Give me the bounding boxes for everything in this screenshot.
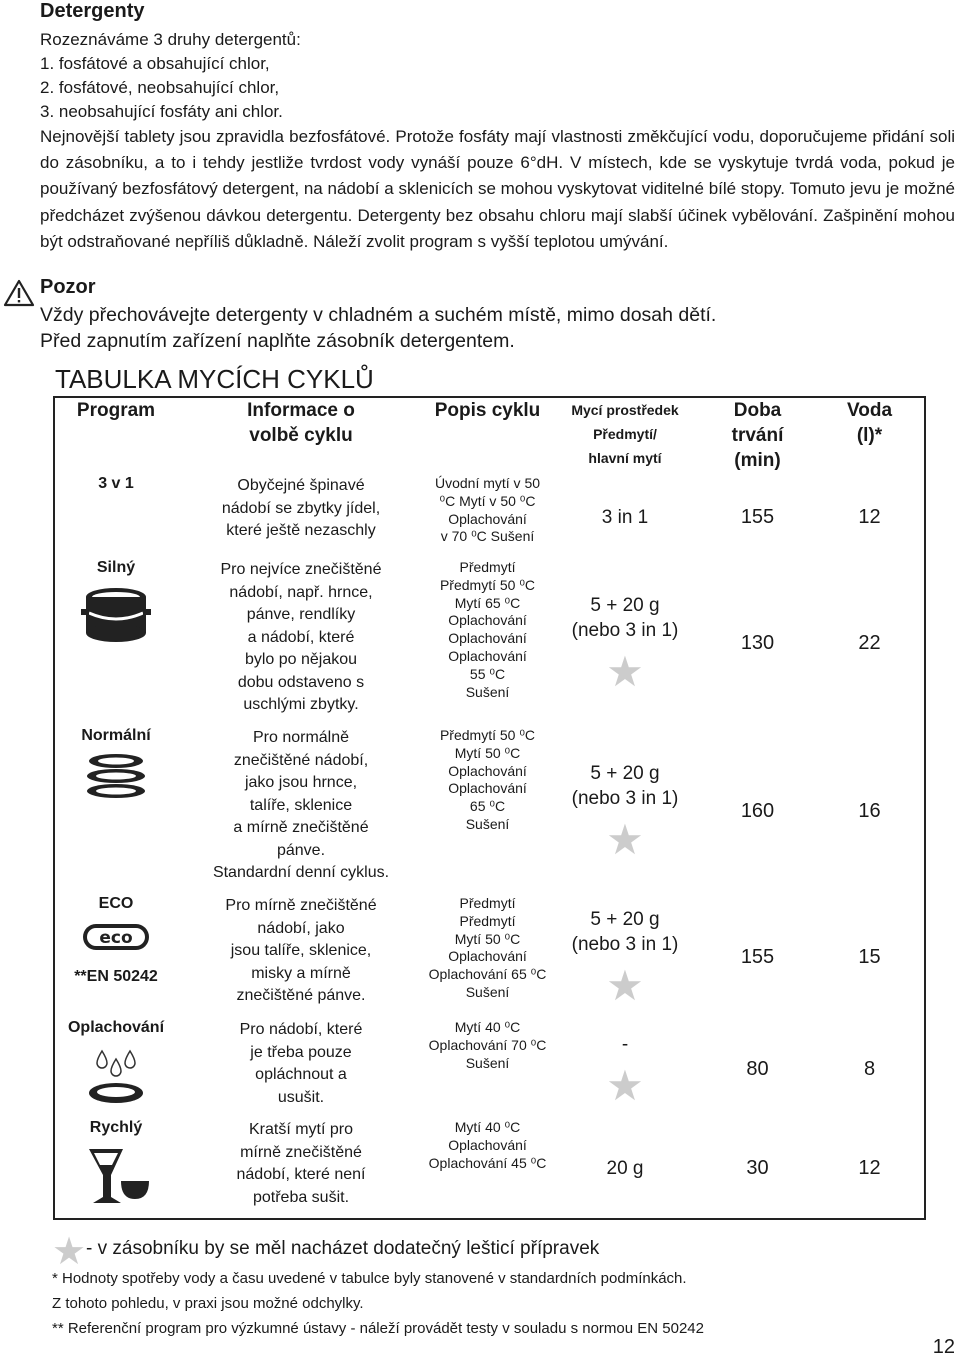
- program-name: Silný: [96, 559, 136, 576]
- cell-water: 16: [858, 799, 881, 822]
- info-line: opláchnout a: [255, 1066, 347, 1083]
- cell-detergent: [550, 559, 700, 727]
- cell-duration: 130: [740, 631, 775, 654]
- info-line: talíře, sklenice: [249, 796, 353, 814]
- cell-water: 15: [858, 945, 881, 968]
- info-line: nádobí, např. hrnce,: [229, 583, 373, 601]
- cell-description: [425, 727, 550, 895]
- detergent-paragraph: Nejnovější tablety jsou zpravidla bezfosfátové. Protože fosfáty mají vlastnosti změkčující vodu, doporučujeme přidání soli do zásobníku, a to i tehdy jestliže tvrdost vody vynáší pouze 6°dH. V místech, kde se vyskytuje tvrdá voda, pokud je používaný bezfosfátový detergent, na nádobí a sklenicích se mohou vyskytovat viditelné bílé stopy. Tomuto jevu je možné předcházet zvýšenou dávkou detergentu. Detergenty bez obsahu chloru mají slabší účinek vybělování. Zašpinění mohou být odstraňované nepříliš důkladně. Náleží zvolit program s vyšší teplotou umývání.: [40, 127, 955, 251]
- detergent-line: -: [621, 1033, 629, 1055]
- detergent-line: 5 + 20 g: [590, 909, 660, 930]
- cell-duration: 155: [740, 505, 775, 528]
- description-line: 55 ⁰C: [469, 665, 506, 682]
- info-line: znečištěné pánve.: [236, 987, 366, 1004]
- star-icon: ★: [606, 648, 644, 695]
- info-line: pánve, rendlíky: [246, 606, 356, 623]
- info-line: uschlými zbytky.: [243, 696, 359, 713]
- detergent-line: 3 in 1: [601, 506, 649, 528]
- description-line: Předmytí 50 ⁰C: [439, 727, 536, 743]
- footnotes: [52, 1266, 704, 1341]
- cell-water: 22: [858, 631, 881, 654]
- cell-program: [54, 559, 177, 727]
- info-line: nádobí, jako: [257, 919, 345, 937]
- intro-line: 1. fosfátové a obsahující chlor,: [40, 54, 270, 73]
- info-line: a mírně znečištěné: [233, 819, 369, 836]
- info-line: a nádobí, které: [247, 628, 355, 646]
- description-line: Oplachování: [448, 647, 527, 664]
- description-line: Sušení: [465, 683, 510, 700]
- description-line: ⁰C Mytí v 50 ⁰C: [439, 492, 536, 509]
- page-number: 12: [932, 1336, 955, 1358]
- cell-detergent: [550, 475, 700, 559]
- header-detergent: [550, 397, 700, 475]
- description-line: Oplachování: [448, 630, 527, 647]
- info-line: Pro nejvíce znečištěné: [220, 561, 382, 578]
- description-line: Oplachování: [448, 510, 527, 527]
- info-line: pánve.: [276, 841, 326, 859]
- info-line: jako jsou hrnce,: [244, 774, 358, 791]
- header-detergent-line: hlavní mytí: [588, 450, 662, 466]
- detergent-types-list: [40, 28, 301, 124]
- cell-water: 12: [858, 1157, 881, 1179]
- intro-line: 3. neobsahující fosfáty ani chlor.: [40, 102, 283, 121]
- info-line: nádobí se zbytky jídel,: [221, 499, 381, 517]
- program-note: **EN 50242: [74, 968, 158, 985]
- wash-cycles-table: [53, 396, 926, 1220]
- cell-program: [54, 1119, 177, 1219]
- program-name: ECO: [98, 895, 134, 912]
- detergent-line: (nebo 3 in 1): [571, 934, 679, 955]
- info-line: Standardní denní cyklus.: [212, 864, 390, 881]
- table-row: [54, 1119, 925, 1219]
- detergent-line: 20 g: [606, 1158, 644, 1179]
- table-row: [54, 559, 925, 727]
- rinse-drops-icon: [55, 1045, 177, 1112]
- description-line: Oplachování: [448, 780, 527, 797]
- cell-duration: 80: [746, 1057, 769, 1080]
- cell-info: [177, 559, 425, 727]
- cell-duration: 30: [746, 1157, 769, 1179]
- cell-info: [177, 727, 425, 895]
- description-line: Mytí 40 ⁰C: [454, 1019, 521, 1035]
- warning-line: Před zapnutím zařízení naplňte zásobník detergentem.: [40, 330, 515, 352]
- program-name: Rychlý: [89, 1119, 143, 1136]
- cell-detergent: [550, 1019, 700, 1119]
- description-line: Oplachování: [448, 612, 527, 629]
- description-line: v 70 ⁰C Sušení: [440, 528, 535, 545]
- program-name: Oplachování: [67, 1019, 165, 1036]
- cell-program: [54, 1019, 177, 1119]
- legend-text: - v zásobníku by se měl nacházet dodatečný lešticí přípravek: [86, 1238, 600, 1259]
- program-name: 3 v 1: [98, 475, 134, 492]
- description-line: Úvodní mytí v 50: [434, 475, 541, 491]
- header-info: [177, 397, 425, 475]
- table-row: [54, 475, 925, 559]
- cell-program: [54, 475, 177, 559]
- warning-triangle-icon: [3, 279, 35, 307]
- info-line: nádobí, které není: [236, 1166, 366, 1183]
- cell-duration: 155: [740, 945, 775, 968]
- detergent-line: 5 + 20 g: [590, 595, 660, 616]
- description-line: Mytí 50 ⁰C: [454, 744, 521, 761]
- info-line: mírně znečištěné: [240, 1143, 362, 1161]
- detergent-line: (nebo 3 in 1): [571, 620, 679, 641]
- description-line: Sušení: [465, 1054, 510, 1071]
- cell-description: [425, 1019, 550, 1119]
- program-name: Normální: [81, 727, 151, 744]
- description-line: Oplachování 65 ⁰C: [428, 966, 547, 983]
- footnote: * Hodnoty spotřeby vody a času uvedené v tabulce byly stanovené v standardních podmínkách.: [52, 1270, 687, 1287]
- description-line: 65 ⁰C: [469, 798, 506, 815]
- description-line: Oplachování: [448, 762, 527, 779]
- eco-icon: [55, 921, 177, 958]
- description-line: Předmytí: [459, 559, 516, 575]
- description-line: Sušení: [465, 815, 510, 832]
- header-description: Popis cyklu: [434, 400, 541, 421]
- svg-text:eco: eco: [99, 928, 133, 948]
- info-line: znečištěné nádobí,: [233, 751, 369, 769]
- description-line: Předmytí: [459, 895, 516, 911]
- header-duration-label: Doba trvání (min): [731, 400, 784, 471]
- cell-program: [54, 895, 177, 1019]
- info-line: je třeba pouze: [250, 1043, 352, 1061]
- cell-duration: 160: [740, 799, 775, 822]
- glass-bowl-icon: [55, 1145, 177, 1214]
- header-water-label: Voda (l)*: [846, 400, 893, 446]
- table-title: TABULKA MYCÍCH CYKLŮ: [55, 364, 374, 394]
- table-header-row: [54, 397, 925, 475]
- info-line: potřeba sušit.: [252, 1188, 350, 1206]
- info-line: Pro nádobí, které: [239, 1021, 363, 1038]
- cell-description: [425, 559, 550, 727]
- intro-line: Rozeznáváme 3 druhy detergentů:: [40, 30, 301, 49]
- cell-info: [177, 895, 425, 1019]
- cell-info: [177, 475, 425, 559]
- intro-line: 2. fosfátové, neobsahující chlor,: [40, 78, 280, 97]
- cell-description: [425, 475, 550, 559]
- warning-text: [40, 302, 716, 354]
- info-line: Kratší mytí pro: [248, 1121, 354, 1138]
- info-line: Pro mírně znečištěné: [225, 897, 377, 914]
- cell-program: [54, 727, 177, 895]
- info-line: jsou talíře, sklenice,: [230, 942, 372, 959]
- header-water: [815, 397, 925, 475]
- star-icon: ★: [606, 816, 644, 863]
- cell-detergent: [550, 727, 700, 895]
- pot-icon: [55, 585, 177, 650]
- cell-description: [425, 895, 550, 1019]
- description-line: Oplachování: [448, 948, 527, 965]
- detergent-line: 5 + 20 g: [590, 763, 660, 784]
- cell-detergent: [550, 895, 700, 1019]
- description-line: Oplachování: [448, 1136, 527, 1153]
- description-line: Mytí 50 ⁰C: [454, 930, 521, 947]
- cell-description: [425, 1119, 550, 1219]
- table-row: [54, 1019, 925, 1119]
- footnote: ** Referenční program pro výzkumné ústavy - náleží provádět testy v souladu s normou EN 50242: [52, 1320, 704, 1337]
- section-title: Detergenty: [40, 0, 145, 22]
- info-line: usušit.: [277, 1088, 325, 1106]
- detergent-line: (nebo 3 in 1): [571, 788, 679, 809]
- description-line: Oplachování 70 ⁰C: [428, 1036, 547, 1053]
- header-detergent-line: Předmytí/: [593, 426, 657, 442]
- cell-detergent: [550, 1119, 700, 1219]
- table-row: [54, 727, 925, 895]
- description-line: Mytí 65 ⁰C: [454, 594, 521, 611]
- header-detergent-line: Mycí prostředek: [571, 402, 679, 418]
- cell-info: [177, 1019, 425, 1119]
- plates-icon: [55, 753, 177, 804]
- warning-line: Vždy přechovávejte detergenty v chladném a suchém místě, mimo dosah dětí.: [40, 304, 717, 326]
- header-duration: [700, 397, 815, 475]
- star-icon: ★: [606, 1061, 644, 1109]
- info-line: které ještě nezaschly: [226, 522, 376, 539]
- cell-water: 12: [858, 505, 881, 528]
- footnote: Z tohoto pohledu, v praxi jsou možné odchylky.: [52, 1295, 364, 1312]
- description-line: Sušení: [465, 983, 510, 1000]
- header-info-label: Informace o volbě cyklu: [247, 400, 355, 446]
- cell-water: 8: [863, 1057, 876, 1080]
- star-icon: ★: [52, 1231, 87, 1273]
- description-line: Oplachování 45 ⁰C: [428, 1154, 547, 1171]
- info-line: misky a mírně: [251, 964, 351, 982]
- info-line: Pro normálně: [252, 729, 350, 746]
- description-line: Předmytí 50 ⁰C: [439, 576, 536, 593]
- warning-title: Pozor: [40, 276, 96, 298]
- description-line: Předmytí: [459, 912, 516, 929]
- info-line: Obyčejné špinavé: [237, 477, 365, 494]
- header-program: Program: [76, 400, 156, 421]
- table-row: [54, 895, 925, 1019]
- info-line: bylo po nějakou: [244, 651, 358, 668]
- info-line: dobu odstaveno s: [237, 673, 365, 691]
- star-icon: ★: [606, 962, 644, 1009]
- cell-info: [177, 1119, 425, 1219]
- description-line: Mytí 40 ⁰C: [454, 1119, 521, 1135]
